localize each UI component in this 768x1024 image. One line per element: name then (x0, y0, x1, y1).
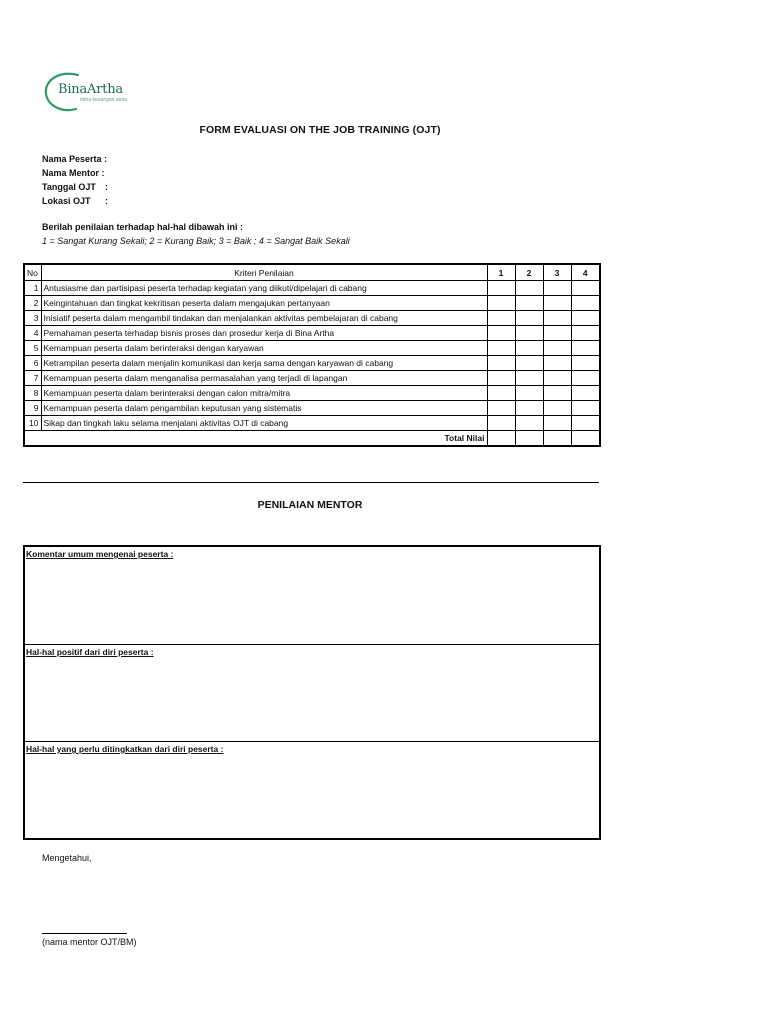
score-cell[interactable] (543, 371, 571, 386)
score-cell[interactable] (571, 311, 600, 326)
acknowledged-text: Mengetahui, (42, 853, 92, 863)
row-criteria: Inisiatif peserta dalam mengambil tindakan dan menjalankan aktivitas pembelajaran di cabang (41, 311, 487, 326)
score-cell[interactable] (515, 281, 543, 296)
row-number: 10 (24, 416, 41, 431)
score-cell[interactable] (571, 341, 600, 356)
score-cell[interactable] (487, 386, 515, 401)
score-cell[interactable] (487, 311, 515, 326)
section-title: PENILAIAN MENTOR (257, 499, 363, 511)
score-cell[interactable] (543, 296, 571, 311)
header-score-3: 3 (543, 264, 571, 281)
score-cell[interactable] (487, 326, 515, 341)
score-cell[interactable] (515, 326, 543, 341)
row-number: 6 (24, 356, 41, 371)
header-score-4: 4 (571, 264, 600, 281)
row-number: 1 (24, 281, 41, 296)
table-row (24, 401, 600, 416)
row-number: 4 (24, 326, 41, 341)
table-row (24, 371, 600, 386)
field-tanggal-ojt (42, 180, 108, 194)
mentor-comments-box (23, 545, 601, 840)
field-nama-mentor (42, 166, 108, 180)
score-cell[interactable] (571, 386, 600, 401)
total-cell[interactable] (571, 431, 600, 447)
table-row (24, 311, 600, 326)
table-row (24, 341, 600, 356)
row-criteria: Pemahaman peserta terhadap bisnis proses dan prosedur kerja di Bina Artha (41, 326, 487, 341)
score-cell[interactable] (571, 356, 600, 371)
score-cell[interactable] (543, 401, 571, 416)
field-label: Nama Peserta : (42, 154, 108, 164)
score-cell[interactable] (543, 326, 571, 341)
score-cell[interactable] (571, 416, 600, 431)
table-row (24, 326, 600, 341)
score-cell[interactable] (487, 371, 515, 386)
logo-tagline: mitra keuangan anda (80, 97, 127, 103)
section-divider (23, 482, 599, 483)
row-number: 2 (24, 296, 41, 311)
score-cell[interactable] (571, 326, 600, 341)
score-cell[interactable] (543, 281, 571, 296)
score-cell[interactable] (515, 386, 543, 401)
score-cell[interactable] (543, 341, 571, 356)
total-row (24, 431, 600, 447)
comment-label: Hal-hal positif dari diri peserta : (26, 647, 154, 657)
row-number: 7 (24, 371, 41, 386)
score-cell[interactable] (515, 296, 543, 311)
header-criteria: Kriteri Penilaian (41, 264, 487, 281)
score-cell[interactable] (515, 371, 543, 386)
score-cell[interactable] (487, 296, 515, 311)
signature-name: (nama mentor OJT/BM) (42, 937, 137, 947)
row-number: 8 (24, 386, 41, 401)
row-criteria: Ketrampilan peserta dalam menjalin komunikasi dan kerja sama dengan karyawan di cabang (41, 356, 487, 371)
row-number: 5 (24, 341, 41, 356)
header-no: No (24, 264, 41, 281)
comment-label: Komentar umum mengenai peserta : (26, 549, 174, 559)
participant-info (42, 152, 108, 208)
field-label: Tanggal OJT (42, 182, 96, 192)
score-cell[interactable] (571, 401, 600, 416)
total-cell[interactable] (543, 431, 571, 447)
score-cell[interactable] (487, 356, 515, 371)
field-label: Nama Mentor : (42, 168, 105, 178)
score-cell[interactable] (515, 341, 543, 356)
comment-general[interactable] (25, 547, 599, 644)
field-colon: : (105, 196, 108, 206)
row-criteria: Keingintahuan dan tingkat kekritisan peserta dalam mengajukan pertanyaan (41, 296, 487, 311)
row-criteria: Kemampuan peserta dalam berinteraksi dengan karyawan (41, 341, 487, 356)
score-cell[interactable] (571, 371, 600, 386)
header-score-2: 2 (515, 264, 543, 281)
table-row (24, 416, 600, 431)
score-cell[interactable] (543, 311, 571, 326)
table-row (24, 386, 600, 401)
total-cell[interactable] (487, 431, 515, 447)
total-label: Total Nilai (24, 431, 487, 447)
row-criteria: Kemampuan peserta dalam berinteraksi dengan calon mitra/mitra (41, 386, 487, 401)
field-colon: : (105, 182, 108, 192)
field-lokasi-ojt (42, 194, 108, 208)
comment-positive[interactable] (25, 644, 599, 741)
bina-artha-logo (42, 72, 132, 114)
row-criteria: Sikap dan tingkah laku selama menjalani aktivitas OJT di cabang (41, 416, 487, 431)
score-cell[interactable] (487, 401, 515, 416)
score-cell[interactable] (515, 416, 543, 431)
scale-legend: 1 = Sangat Kurang Sekali; 2 = Kurang Baik; 3 = Baik ; 4 = Sangat Baik Sekali (42, 236, 350, 246)
table-header-row (24, 264, 600, 281)
table-row (24, 356, 600, 371)
comment-label: Hal-hal yang perlu ditingkatkan dari diri peserta : (26, 744, 224, 754)
row-number: 3 (24, 311, 41, 326)
table-row (24, 296, 600, 311)
total-cell[interactable] (515, 431, 543, 447)
score-cell[interactable] (487, 281, 515, 296)
score-cell[interactable] (571, 296, 600, 311)
form-title: FORM EVALUASI ON THE JOB TRAINING (OJT) (199, 124, 441, 136)
score-cell[interactable] (515, 356, 543, 371)
score-cell[interactable] (543, 416, 571, 431)
score-cell[interactable] (487, 416, 515, 431)
score-cell[interactable] (543, 386, 571, 401)
row-criteria: Kemampuan peserta dalam menganalisa permasalahan yang terjadi di lapangan (41, 371, 487, 386)
score-cell[interactable] (515, 311, 543, 326)
field-label: Lokasi OJT (42, 196, 91, 206)
field-nama-peserta (42, 152, 108, 166)
score-cell[interactable] (515, 401, 543, 416)
row-criteria: Antusiasme dan partisipasi peserta terhadap kegiatan yang diikuti/dipelajari di cabang (41, 281, 487, 296)
header-score-1: 1 (487, 264, 515, 281)
table-row (24, 281, 600, 296)
logo-wordmark: BinaArtha (58, 82, 123, 97)
score-cell[interactable] (571, 281, 600, 296)
score-cell[interactable] (543, 356, 571, 371)
comment-improvements[interactable] (25, 741, 599, 838)
signature-line (42, 933, 127, 934)
score-cell[interactable] (487, 341, 515, 356)
row-criteria: Kemampuan peserta dalam pengambilan keputusan yang sistematis (41, 401, 487, 416)
row-number: 9 (24, 401, 41, 416)
criteria-table (23, 263, 601, 447)
instruction-text: Berilah penilaian terhadap hal-hal dibawah ini : (42, 222, 244, 232)
